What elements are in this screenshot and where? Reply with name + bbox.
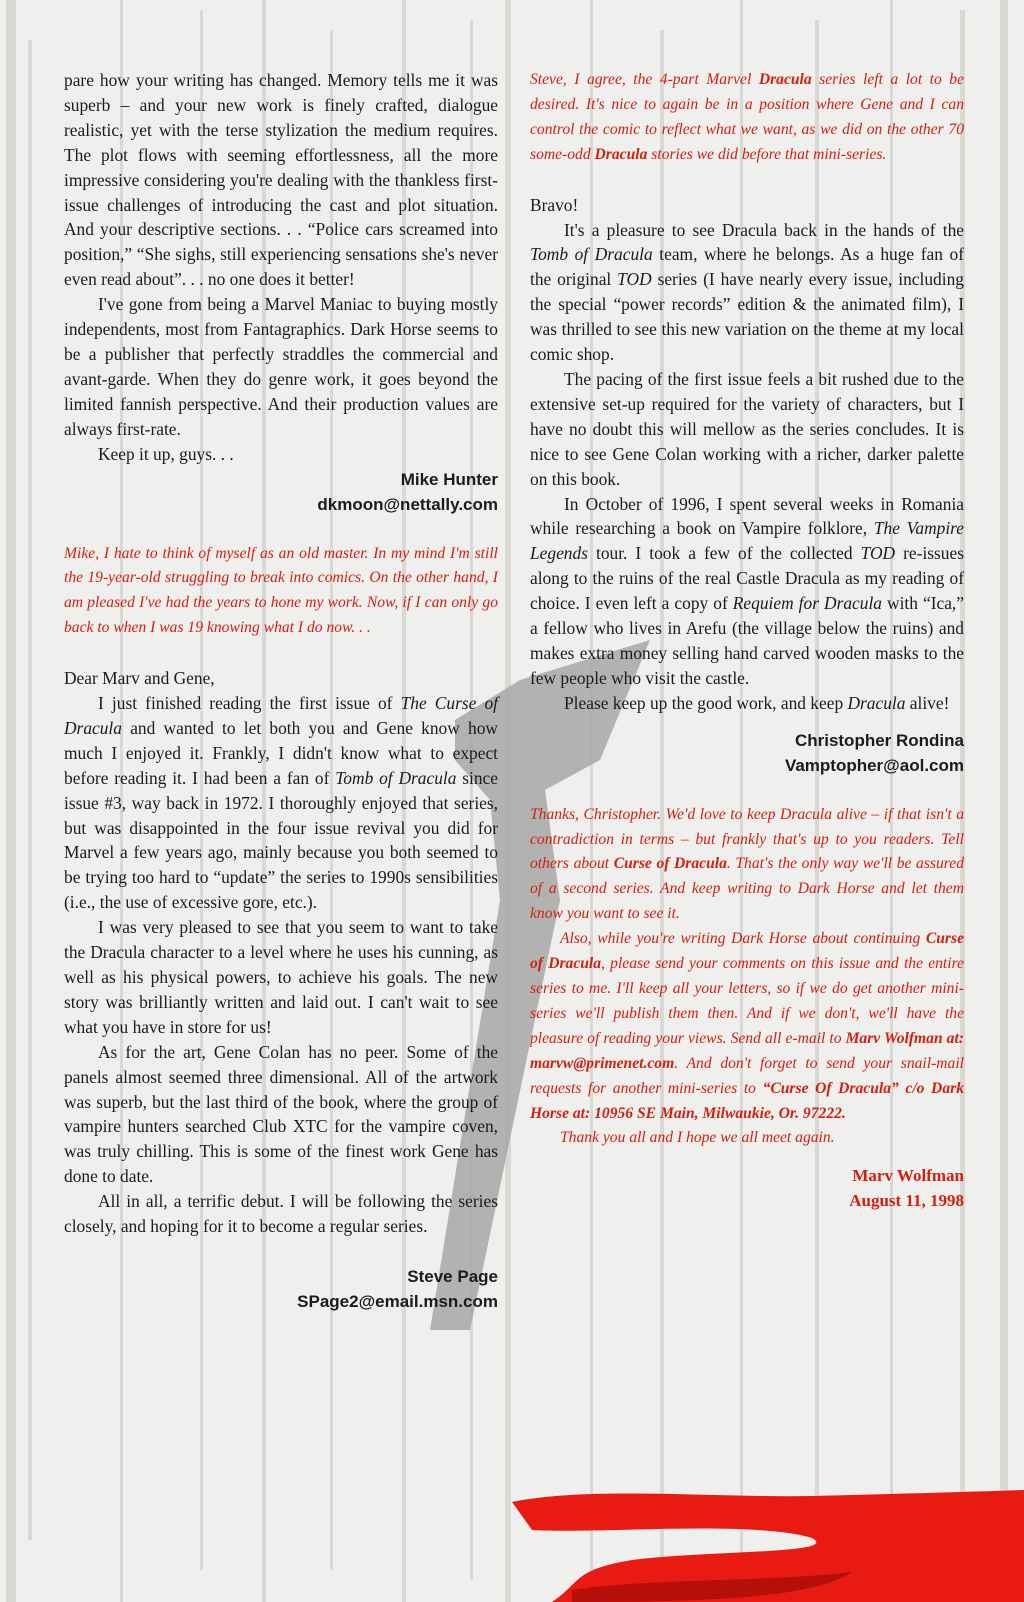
letter1-paragraph-3: Keep it up, guys. . .	[98, 443, 234, 464]
letter1-signature-name: Mike Hunter	[400, 469, 498, 489]
letter2-signature-email: SPage2@email.msn.com	[297, 1291, 498, 1311]
letter3-paragraph-2: The pacing of the first issue feels a bit rushed due to the extensive set-up required for the variety of characters, but I have no doubt this will mellow as the series concludes. It is nice to see Gene Colan working with a richer, darker palette on this book.	[530, 368, 964, 489]
editor-signature-name: Marv Wolfman	[852, 1166, 964, 1186]
letter3-paragraph-3: In October of 1996, I spent several weeks in Romania while researching a book on Vampire folklore, The Vampire Legends tour. I took a few of the collected TOD re-issues along to the ruins of the real Castle Dracula as my reading of choice. I even left a copy of Requiem for Dracula with “Ica,” a fellow who lives in Arefu (the village below the ruins) and makes extra money selling hand carved wooden masks to the few people who visit the castle.	[530, 493, 965, 688]
reply-to-mike: Mike, I hate to think of myself as an old master. In my mind I'm still the 19-year-old struggling to break into comics. On the other hand, I am pleased I've had the years to hone my work. Now, if I can only go back to when I was 19 knowing what I do now. . .	[64, 544, 498, 637]
letter2-salutation: Dear Marv and Gene,	[64, 668, 215, 689]
reply-to-steve: Steve, I agree, the 4-part Marvel Dracula series left a lot to be desired. It's nice to again be in a position where Gene and I can control the comic to reflect what we want, as we did on the other 70 some-odd Dracula stories we did before that mini-series.	[530, 71, 965, 163]
letter3-paragraph-4: Please keep up the good work, and keep Dracula alive!	[564, 692, 950, 713]
letter2-paragraph-1: I just finished reading the first issue of The Curse of Dracula and wanted to let both you and Gene know how much I enjoyed it. Frankly, I didn't know what to expect before reading it. I had been a fan of Tomb of Dracula since issue #3, way back in 1972. I thoroughly enjoyed that series, but was disappointed in the four issue revival you did for Marvel a few years ago, mainly because you both seemed to be trying too hard to “update” the series to 1990s sensibilities (i.e., the use of excessive gore, etc.).	[64, 693, 498, 913]
letter1-signature-email: dkmoon@nettally.com	[317, 494, 498, 514]
letter2-signature-name: Steve Page	[407, 1266, 498, 1286]
letter1-paragraph-2: I've gone from being a Marvel Maniac to buying mostly independents, most from Fantagraphics. Dark Horse seems to be a publisher that perfectly straddles the commercial and avant-garde. When they do genre work, it goes beyond the limited fannish perspective. And their production values are always first-rate.	[64, 294, 498, 439]
letter2-paragraph-2: I was very pleased to see that you seem to want to take the Dracula character to a level where he uses his cunning, as well as his physical powers, to achieve his goals. The new story was brilliantly written and laid out. I can't wait to see what you have in store for us!	[64, 917, 498, 1037]
farewell: Thank you all and I hope we all meet again.	[560, 1129, 835, 1147]
letter3-bravo: Bravo!	[530, 194, 579, 215]
red-brushstroke	[512, 1490, 1024, 1602]
closing-note: Also, while you're writing Dark Horse about continuing Curse of Dracula, please send your comments on this issue and the entire series to me. I'll keep all your letters, so if we do get another mini-series we'll publish them then. And if we don't, we'll have the pleasure of reading your views. Send all e-mail to Marv Wolfman at: marvw@primenet.com. And don't forget to send your snail-mail requests for another mini-series to “Curse Of Dracula” c/o Dark Horse at: 10956 SE Main, Milwaukie, Or. 97222.	[530, 930, 964, 1122]
right-column	[530, 68, 964, 1213]
letter3-paragraph-1: It's a pleasure to see Dracula back in the hands of the Tomb of Dracula team, where he belongs. As a huge fan of the original TOD series (I have nearly every issue, including the special “power records” edition & the animated film), I was thrilled to see this new variation on the theme at my local comic shop.	[530, 219, 964, 365]
letter3-signature-email: Vamptopher@aol.com	[784, 755, 964, 775]
letter2-paragraph-3: As for the art, Gene Colan has no peer. Some of the panels almost seemed three dimensional. All of the artwork was superb, but the last third of the book, where the group of vampire hunters searched Club XTC for the vampire coven, was truly chilling. This is some of the finest work Gene has done to date.	[64, 1041, 498, 1187]
letter2-paragraph-4: All in all, a terrific debut. I will be following the series closely, and hoping for it to become a regular series.	[64, 1191, 498, 1237]
left-column	[64, 68, 498, 1314]
letter1-paragraph-1: pare how your writing has changed. Memory tells me it was superb – and your new work is finely crafted, dialogue realistic, yet with the terse stylization the medium requires. The plot flows with seeming effortlessness, all the more impressive considering you're dealing with the thankless first-issue challenges of introducing the cast and plot situation. And your descriptive sections. . . “Police cars screamed into position,” “She sighs, still experiencing sensations she's never even read about”. . . no one does it better!	[64, 70, 498, 290]
editor-signature-date: August 11, 1998	[849, 1191, 964, 1211]
letter3-signature-name: Christopher Rondina	[794, 730, 964, 750]
reply-to-christopher: Thanks, Christopher. We'd love to keep Dracula alive – if that isn't a contradiction in terms – but frankly that's up to you readers. Tell others about Curse of Dracula. That's the only way we'll be assured of a second series. And keep writing to Dark Horse and let them know you want to see it.	[530, 805, 964, 923]
